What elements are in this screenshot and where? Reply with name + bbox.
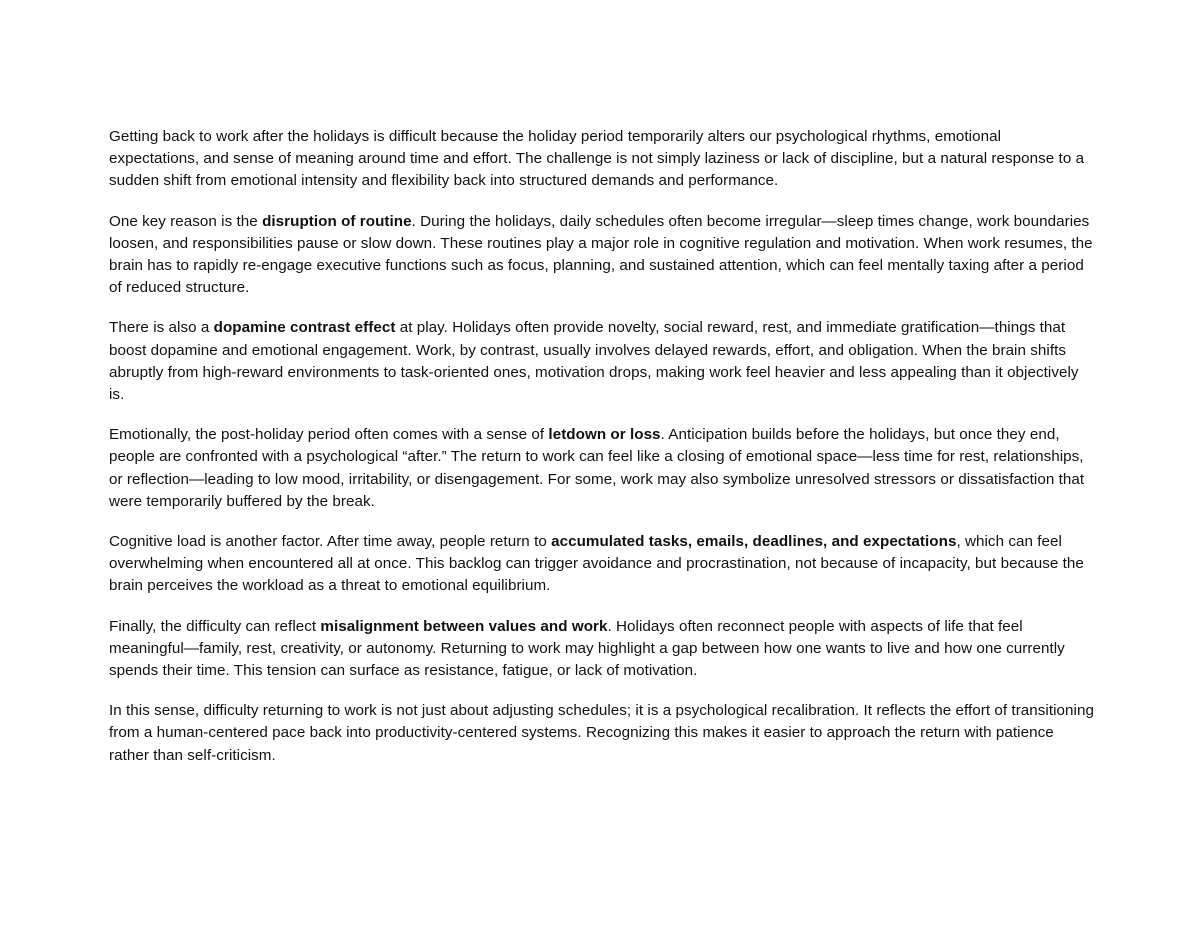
paragraph-conclusion: [109, 700, 1094, 767]
text-segment: There is also a: [109, 319, 214, 337]
emphasis-letdown-or-loss: letdown or loss: [548, 426, 661, 444]
text-segment: Finally, the difficulty can reflect: [109, 617, 321, 635]
paragraph-cognitive-load: [109, 531, 1094, 598]
paragraph-misalignment: [109, 616, 1094, 683]
text-segment: . Holidays often reconnect people with aspects of life that feel meaningful—family, rest, creativity, or autonomy. Returning to work may highlight a gap between how one wants to live and how one currently spends their time. This tension can surface as resistance, fatigue, or lack of motivation.: [109, 617, 1065, 680]
paragraph-letdown: [109, 424, 1094, 513]
text-segment: Getting back to work after the holidays is difficult because the holiday period temporarily alters our psychological rhythms, emotional expectations, and sense of meaning around time and effort. The challenge is not simply laziness or lack of discipline, but a natural response to a sudden shift from emotional intensity and flexibility back into structured demands and performance.: [109, 128, 1085, 190]
paragraph-disruption-of-routine: [109, 211, 1094, 300]
emphasis-accumulated-tasks: accumulated tasks, emails, deadlines, and expectations: [551, 533, 957, 551]
emphasis-disruption-of-routine: disruption of routine: [262, 212, 412, 230]
text-segment: Cognitive load is another factor. After time away, people return to: [109, 533, 552, 551]
paragraph-dopamine-contrast: [109, 317, 1094, 406]
emphasis-misalignment: misalignment between values and work: [320, 617, 608, 635]
text-segment: , which can feel overwhelming when encountered all at once. This backlog can trigger avoidance and procrastination, not because of incapacity, but because the brain perceives the workload as a threat to emotional equilibrium.: [109, 533, 1084, 595]
paragraph-intro: [109, 126, 1094, 193]
text-segment: In this sense, difficulty returning to work is not just about adjusting schedules; it is a psychological recalibration. It reflects the effort of transitioning from a human-centered pace back into productivity-centered systems. Recognizing this makes it easier to approach the return with patience rather than self-criticism.: [109, 702, 1094, 764]
text-segment: One key reason is the: [109, 212, 263, 230]
text-segment: Emotionally, the post-holiday period often comes with a sense of: [109, 426, 549, 444]
emphasis-dopamine-contrast-effect: dopamine contrast effect: [213, 319, 396, 337]
text-segment: . During the holidays, daily schedules often become irregular—sleep times change, work boundaries loosen, and responsibilities pause or slow down. These routines play a major role in cognitive regulation and motivation. When work resumes, the brain has to rapidly re-engage executive functions such as focus, planning, and sustained attention, which can feel mentally taxing after a period of reduced structure.: [109, 212, 1093, 297]
document-page: [109, 126, 1094, 785]
text-segment: . Anticipation builds before the holidays, but once they end, people are confronted with a psychological “after.” The return to work can feel like a closing of emotional space—less time for rest, relationships, or reflection—leading to low mood, irritability, or disengagement. For some, work may also symbolize unresolved stressors or dissatisfaction that were temporarily buffered by the break.: [109, 426, 1085, 510]
text-segment: at play. Holidays often provide novelty, social reward, rest, and immediate gratification—things that boost dopamine and emotional engagement. Work, by contrast, usually involves delayed rewards, effort, and obligation. When the brain shifts abruptly from high-reward environments to task-oriented ones, motivation drops, making work feel heavier and less appealing than it objectively is.: [109, 319, 1079, 404]
